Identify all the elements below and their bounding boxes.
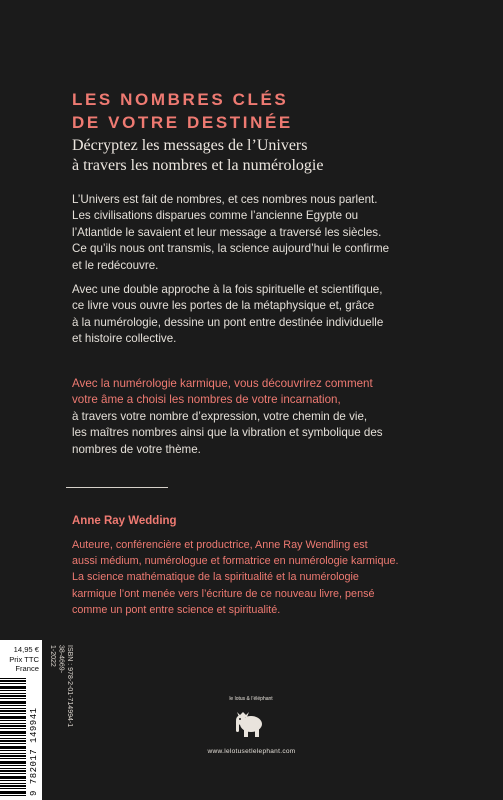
subtitle-line-2: à travers les nombres et la numérologie (72, 157, 324, 174)
title-line-2: DE VOTRE DESTINÉE (72, 113, 293, 132)
text-line: à la numérologie, dessine un pont entre destinée individuelle (72, 315, 384, 329)
text-line: les maîtres nombres ainsi que la vibration et symbolique des (72, 426, 383, 440)
publisher-arc-text: le lotus & l’éléphant (229, 696, 273, 702)
highlight-line: votre âme a choisi les nombres de votre incarnation, (72, 393, 341, 407)
text-line: et histoire collective. (72, 332, 177, 346)
text-line: à travers votre nombre d’expression, votre chemin de vie, (72, 409, 368, 423)
author-name: Anne Ray Wedding (72, 515, 177, 527)
subtitle-line-1: Décryptez les messages de l’Univers (72, 137, 308, 154)
text-line: nombres de votre thème. (72, 442, 201, 456)
publisher-website[interactable]: www.lelotusetlelephant.com (207, 748, 296, 755)
bio-line: La science mathématique de la spiritualité et la numérologie (72, 571, 359, 584)
isbn-line: ISBN : 978-2-01-714994-1 (66, 645, 73, 728)
title-line-1: LES NOMBRES CLÉS (72, 90, 289, 109)
text-line: et le redécouvre. (72, 258, 159, 272)
book-subtitle (72, 136, 492, 176)
paragraph-karmic (72, 376, 502, 458)
price-label (9, 645, 39, 674)
isbn-line: 1-2022 (49, 645, 56, 667)
divider (66, 487, 168, 488)
text-line: ce livre vous ouvre les portes de la métaphysique et, grâce (72, 299, 375, 313)
bio-line: Auteure, conférencière et productrice, Anne Ray Wendling est (72, 539, 368, 551)
bio-line: comme un pont entre science et spiritualité. (72, 603, 281, 616)
bio-line: aussi médium, numérologue et formatrice en numérologie karmique. (72, 555, 399, 568)
text-line: L’Univers est fait de nombres, et ces nombres nous parlent. (72, 193, 378, 206)
bio-line: karmique l’ont menée vers l’écriture de ce nouveau livre, pensé (72, 587, 375, 600)
paragraph-approach (72, 282, 502, 348)
text-line: Avec une double approche à la fois spirituelle et scientifique, (72, 283, 383, 296)
price-amount: 14,95 € (13, 645, 39, 654)
author-bio (72, 537, 492, 618)
isbn-info (47, 645, 73, 755)
price-country: France (15, 664, 39, 673)
isbn-line: 38-4669- (57, 645, 65, 674)
text-line: Les civilisations disparues comme l’ancienne Egypte ou (72, 209, 359, 223)
text-line: l’Atlantide le savaient et leur message a traversé les siècles. (72, 225, 382, 239)
text-line: Ce qu’ils nous ont transmis, la science aujourd’hui le confirme (72, 242, 390, 256)
barcode (0, 678, 26, 796)
paragraph-intro (72, 192, 502, 274)
highlight-line: Avec la numérologie karmique, vous découvrirez comment (72, 377, 373, 390)
book-title (72, 88, 293, 134)
barcode-digits: 9 782017 149941 (29, 707, 39, 796)
elephant-logo-icon (233, 708, 269, 742)
price-ttc: Prix TTC (9, 654, 39, 664)
